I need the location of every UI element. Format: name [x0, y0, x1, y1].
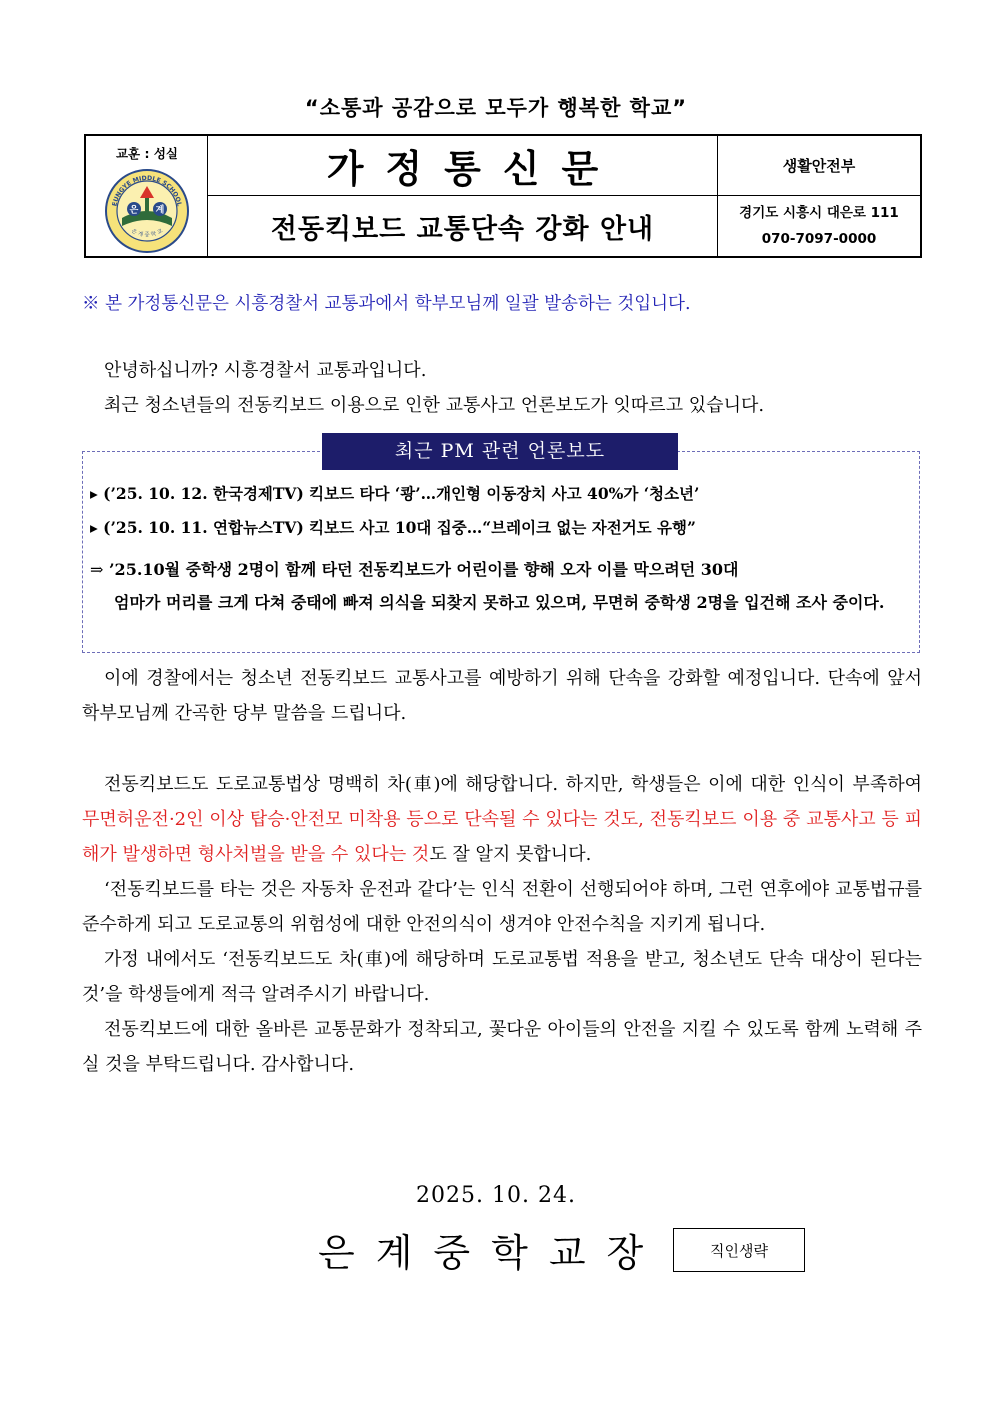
document-title: 가정통신문 [326, 147, 621, 191]
svg-text:EUNGYE MIDDLE SCHOOL: EUNGYE MIDDLE SCHOOL [111, 174, 183, 207]
logo-cell [86, 136, 208, 256]
news-summary-first-line: ’25.10월 중학생 2명이 함께 타던 전동킥보드가 어린이를 향해 오자 이를 막으려던 30대 [108, 560, 739, 579]
subtitle-cell [208, 196, 718, 256]
news-item: ▸ (’25. 10. 11. 연합뉴스TV) 킥보드 사고 10대 집중…“브레이크 없는 자전거도 유행” [90, 518, 696, 537]
school-motto-banner: “소통과 공감으로 모두가 행복한 학교” [304, 96, 688, 120]
school-emblem-logo [104, 168, 190, 254]
news-summary [90, 553, 916, 619]
svg-text:은: 은 [129, 205, 139, 216]
issue-date: 2025. 10. 24. [416, 1183, 576, 1208]
school-motto: 교훈 : 성실 [115, 146, 178, 161]
news-item: ▸ (’25. 10. 12. 한국경제TV) 킥보드 타다 ‘쾅’…개인형 이동장치 사고 40%가 ‘청소년’ [90, 484, 700, 503]
body-paragraph-3: ‘전동킥보드를 타는 것은 자동차 운전과 같다’는 인식 전환이 선행되어야 하며, 그런 연후에야 교통법규를 준수하게 되고 도로교통의 위험성에 대한 안전의식이 생겨야 안전수칙을 지키게 됩니다. [82, 879, 922, 935]
news-box-title: 최근 PM 관련 언론보도 [322, 433, 678, 470]
svg-text:계: 계 [155, 205, 165, 216]
body-paragraph-2 [82, 767, 922, 872]
title-cell [208, 136, 718, 196]
contact-cell [718, 196, 920, 256]
seal-omitted-box: 직인생략 [673, 1228, 805, 1272]
school-address: 경기도 시흥시 대은로 111 [739, 205, 899, 221]
letter-header [84, 134, 922, 258]
signer-name: 은계중학교장 [318, 1231, 665, 1275]
penalty-warning-text: 무면허운전·2인 이상 탑승·안전모 미착용 등으로 단속될 수 있다는 것도, 전동킥보드 이용 중 교통사고 등 피해가 발생하면 형사처벌을 받을 수 있다는 것 [82, 809, 922, 865]
body-paragraph-4: 가정 내에서도 ‘전동킥보드도 차(車)에 해당하며 도로교통법 적용을 받고, 청소년도 단속 대상이 된다는 것’을 학생들에게 적극 알려주시기 바랍니다. [82, 949, 922, 1005]
school-phone: 070-7097-0000 [761, 231, 877, 247]
svg-text:은 계 중 학 교: 은 계 중 학 교 [130, 228, 164, 239]
body-paragraph-5: 전동킥보드에 대한 올바른 교통문화가 정착되고, 꽃다운 아이들의 안전을 지킬 수 있도록 함께 노력해 주실 것을 부탁드립니다. 감사합니다. [82, 1019, 922, 1075]
body-paragraph-2-end: 도 잘 알지 못합니다. [429, 844, 592, 865]
greeting-line-2: 최근 청소년들의 전동킥보드 이용으로 인한 교통사고 언론보도가 잇따르고 있습니다. [104, 395, 765, 416]
greeting-line-1: 안녕하십니까? 시흥경찰서 교통과입니다. [104, 360, 427, 381]
department-name: 생활안전부 [782, 157, 856, 175]
distribution-notice: ※ 본 가정통신문은 시흥경찰서 교통과에서 학부모님께 일괄 발송하는 것입니다. [82, 294, 691, 314]
greeting-section [82, 353, 922, 423]
body-paragraph-2-start: 전동킥보드도 도로교통법상 명백히 차(車)에 해당합니다. 하지만, 학생들은 이에 대한 인식이 부족하여 [104, 774, 922, 795]
document-subtitle: 전동킥보드 교통단속 강화 안내 [270, 213, 655, 245]
body-paragraph-1: 이에 경찰에서는 청소년 전동킥보드 교통사고를 예방하기 위해 단속을 강화할 예정입니다. 단속에 앞서 학부모님께 간곡한 당부 말씀을 드립니다. [82, 668, 922, 724]
department-cell [718, 136, 920, 196]
body-section [82, 661, 922, 1082]
news-summary-rest: 엄마가 머리를 크게 다쳐 중태에 빠져 의식을 되찾지 못하고 있으며, 무면허 중학생 2명을 입건해 조사 중이다. [114, 593, 885, 612]
arrow-icon: ⇒ [90, 560, 104, 579]
